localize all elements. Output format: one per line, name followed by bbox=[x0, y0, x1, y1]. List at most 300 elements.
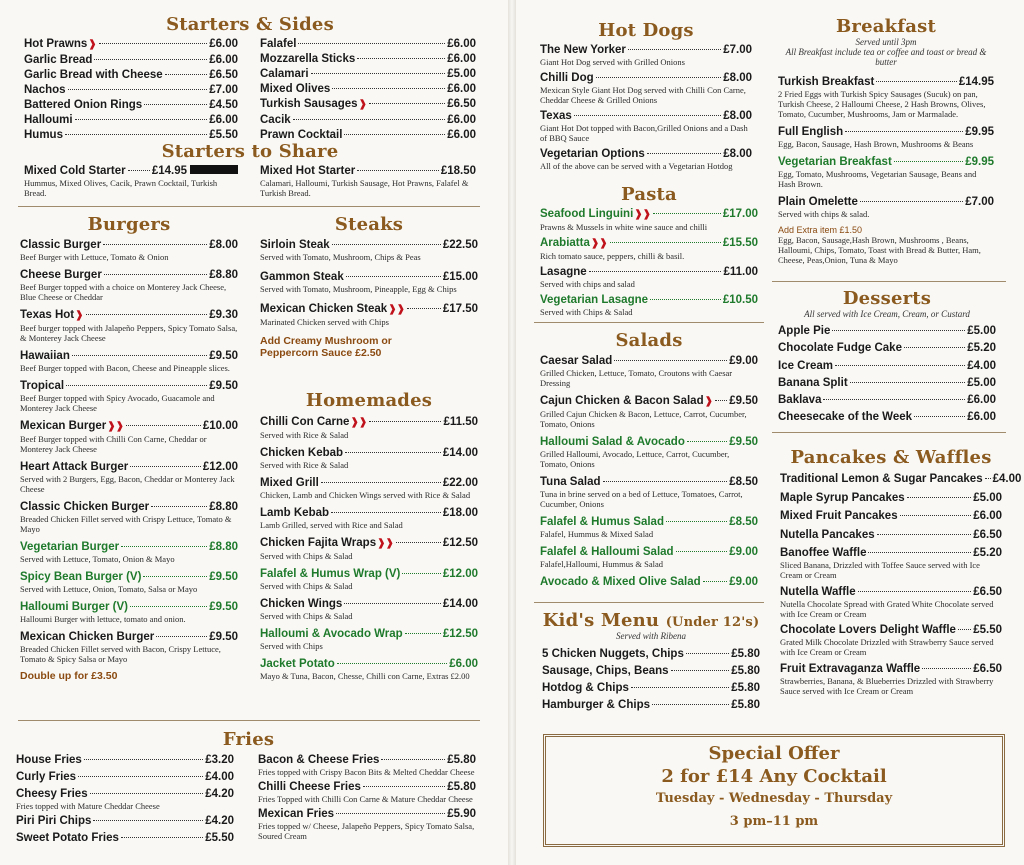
menu-item bbox=[780, 585, 1002, 619]
item-description: Served with Chips & Salad bbox=[540, 307, 633, 317]
starters-share-section bbox=[24, 141, 476, 198]
mixed-cold-starter bbox=[24, 164, 238, 198]
menu-item bbox=[260, 67, 476, 81]
item-price: £8.00 bbox=[723, 148, 752, 160]
menu-item bbox=[258, 807, 476, 841]
item-name: Sausage, Chips, Beans bbox=[542, 665, 669, 677]
item-name: Cheesy Fries bbox=[16, 788, 88, 800]
divider bbox=[534, 322, 764, 323]
hotdogs-list bbox=[540, 43, 752, 171]
menu-item bbox=[778, 393, 996, 407]
item-price: £4.00 bbox=[205, 771, 234, 783]
item-description: Served with Chips bbox=[260, 641, 323, 651]
item-name: Chicken Fajita Wraps bbox=[260, 537, 377, 549]
item-price: £5.20 bbox=[973, 547, 1002, 559]
item-name: Sweet Potato Fries bbox=[16, 832, 119, 844]
item-name: Falafel bbox=[260, 38, 297, 50]
menu-item bbox=[260, 415, 478, 440]
item-name: Baklava bbox=[778, 394, 822, 407]
dot-leader bbox=[369, 421, 441, 422]
menu-item bbox=[540, 515, 758, 539]
item-price: £5.00 bbox=[447, 68, 476, 80]
item-price: £5.50 bbox=[209, 129, 238, 141]
item-name: Piri Piri Chips bbox=[16, 815, 92, 827]
item-price: £5.20 bbox=[967, 342, 996, 355]
item-description: Beef Burger topped with a choice on Monterey Jack Cheese, Blue Cheese or Cheddar bbox=[20, 282, 227, 302]
item-description: Beef burger topped with Jalapeño Peppers, Spicy Tomato Salsa, & Monterey Jack Cheese bbox=[20, 323, 238, 343]
menu-item bbox=[16, 814, 234, 828]
item-description: Prawns & Mussels in white wine sauce and chilli bbox=[540, 222, 708, 232]
menu-item bbox=[778, 155, 994, 189]
menu-item bbox=[540, 394, 758, 429]
dot-leader bbox=[666, 521, 727, 522]
item-price: £22.50 bbox=[442, 239, 478, 251]
item-description: Grated Milk Chocolate Drizzled with Strawberry Sauce served with Ice Cream or Cream bbox=[780, 637, 994, 657]
dot-leader bbox=[156, 636, 207, 637]
dot-leader bbox=[876, 81, 957, 82]
item-name: Tuna Salad bbox=[540, 476, 601, 488]
steaks-list bbox=[260, 238, 478, 327]
item-price: £14.00 bbox=[442, 598, 478, 610]
menu-item bbox=[542, 664, 760, 678]
item-name: Full English bbox=[778, 126, 844, 138]
menu-item bbox=[16, 787, 234, 811]
item-description: Served with Rice & Salad bbox=[260, 460, 349, 470]
menu-item bbox=[260, 37, 476, 51]
dot-leader bbox=[86, 314, 208, 315]
item-price: £7.00 bbox=[209, 84, 238, 96]
item-price: £5.00 bbox=[973, 491, 1002, 504]
menu-item bbox=[778, 195, 994, 219]
dot-leader bbox=[715, 400, 727, 401]
menu-item bbox=[540, 207, 758, 232]
kids-title: Kid's Menu bbox=[542, 610, 660, 631]
dot-leader bbox=[94, 59, 207, 60]
item-name: Mozzarella Sticks bbox=[260, 53, 356, 65]
menu-item bbox=[780, 528, 1002, 542]
item-name: Prawn Cocktail bbox=[260, 129, 343, 141]
desserts-subtitle: All served with Ice Cream, Cream, or Custard bbox=[804, 309, 970, 319]
item-name: Cheese Burger bbox=[20, 269, 102, 281]
item-name: Calamari bbox=[260, 68, 309, 80]
dot-leader bbox=[165, 74, 208, 75]
pasta-section bbox=[540, 184, 758, 321]
item-name: Hotdog & Chips bbox=[542, 682, 629, 694]
item-name: Halloumi & Avocado Wrap bbox=[260, 628, 403, 640]
menu-item bbox=[260, 270, 478, 294]
dot-leader bbox=[914, 416, 965, 417]
item-description: Strawberries, Banana, & Blueberries Drizzled with Strawberry Sauce served with Ice Cream or Cream bbox=[780, 675, 994, 696]
item-price: £11.50 bbox=[443, 416, 478, 428]
item-name: Garlic Bread bbox=[24, 54, 93, 66]
item-price: £15.50 bbox=[722, 237, 758, 249]
menu-item bbox=[24, 98, 238, 112]
menu-item bbox=[780, 546, 1002, 580]
item-name: Vegetarian Breakfast bbox=[778, 156, 892, 168]
item-description: Falafel,Halloumi, Hummus & Salad bbox=[540, 559, 663, 569]
section-title: Starters & Sides bbox=[166, 14, 334, 35]
menu-item bbox=[260, 506, 478, 530]
item-name: Chicken Wings bbox=[260, 598, 343, 610]
item-price: £6.00 bbox=[973, 510, 1002, 522]
item-price: £9.50 bbox=[729, 436, 758, 448]
menu-item bbox=[780, 491, 1002, 505]
item-name: Falafel & Humus Wrap (V) bbox=[260, 568, 401, 580]
menu-item bbox=[540, 575, 758, 589]
item-price: £6.00 bbox=[209, 114, 238, 126]
divider bbox=[772, 281, 1006, 282]
menu-item bbox=[260, 52, 476, 66]
extra-item-title: Add Extra item £1.50 bbox=[778, 225, 863, 235]
section-title: Starters to Share bbox=[161, 141, 339, 162]
menu-item bbox=[20, 379, 238, 413]
item-description: Grilled Chicken, Lettuce, Tomato, Croutons with Caesar Dressing bbox=[540, 368, 733, 388]
mixed-hot-starter bbox=[260, 164, 476, 198]
dot-leader bbox=[369, 103, 445, 104]
dot-leader bbox=[574, 115, 721, 116]
item-name: Mexican Fries bbox=[258, 808, 335, 820]
dot-leader bbox=[858, 591, 972, 592]
item-price: £6.00 bbox=[449, 658, 478, 670]
item-price: £9.00 bbox=[729, 576, 758, 588]
menu-item bbox=[540, 293, 758, 317]
special-offer-box bbox=[543, 734, 1005, 847]
menu-item bbox=[258, 780, 476, 804]
item-description: Lamb Grilled, served with Rice and Salad bbox=[260, 520, 403, 530]
dot-leader bbox=[985, 478, 991, 479]
item-description: Served with chips & salad. bbox=[778, 209, 870, 219]
item-name: Avocado & Mixed Olive Salad bbox=[540, 576, 701, 588]
chili-icon: ❱ bbox=[75, 310, 84, 321]
item-name: Garlic Bread with Cheese bbox=[24, 69, 163, 81]
dot-leader bbox=[687, 441, 727, 442]
menu-item bbox=[778, 324, 996, 338]
item-name: Jacket Potato bbox=[260, 658, 335, 670]
item-price: £22.00 bbox=[442, 477, 478, 489]
item-price: £9.00 bbox=[729, 546, 758, 558]
dot-leader bbox=[676, 551, 728, 552]
item-name: Chilli Cheese Fries bbox=[258, 781, 361, 793]
item-description: Fries topped w/ Cheese, Jalapeño Peppers, Spicy Tomato Salsa, Soured Cream bbox=[258, 821, 475, 841]
item-price: £9.30 bbox=[209, 309, 238, 321]
item-description: Tuna in brine served on a bed of Lettuce, Tomatoes, Carrot, Cucumber, Onions bbox=[540, 489, 743, 509]
item-price: £6.00 bbox=[967, 411, 996, 424]
salads-section bbox=[540, 330, 758, 595]
menu-item bbox=[540, 147, 752, 171]
dot-leader bbox=[405, 633, 441, 634]
item-name: Apple Pie bbox=[778, 325, 831, 337]
menu-item bbox=[20, 630, 238, 664]
item-price: £11.00 bbox=[723, 266, 758, 278]
item-price: £8.00 bbox=[723, 72, 752, 84]
chili-icon: ❱❱ bbox=[388, 304, 405, 315]
breakfast-list bbox=[778, 75, 994, 219]
item-name: Nutella Waffle bbox=[780, 585, 856, 598]
divider bbox=[534, 602, 764, 603]
item-price: £12.50 bbox=[442, 537, 478, 549]
item-description: Served with Chips & Salad bbox=[260, 551, 353, 561]
menu-item bbox=[778, 75, 994, 119]
menu-item bbox=[260, 536, 478, 561]
item-price: £6.00 bbox=[447, 114, 476, 126]
dot-leader bbox=[66, 385, 207, 386]
item-description: Served with Tomato, Mushroom, Pineapple, Egg & Chips bbox=[260, 284, 457, 294]
item-price: £6.50 bbox=[973, 662, 1002, 675]
item-description: Fries topped with Crispy Bacon Bits & Melted Cheddar Cheese bbox=[258, 767, 475, 777]
dot-leader bbox=[126, 425, 201, 426]
menu-item bbox=[260, 302, 478, 327]
item-name: Plain Omelette bbox=[778, 196, 858, 208]
item-description: Giant Hot Dot topped with Bacon,Grilled Onions and a Dash of BBQ Sauce bbox=[540, 123, 748, 143]
burgers-section bbox=[20, 214, 238, 682]
dot-leader bbox=[130, 606, 207, 607]
dot-leader bbox=[345, 452, 441, 453]
dot-leader bbox=[344, 603, 440, 604]
section-title: Breakfast bbox=[836, 16, 936, 37]
fries-section bbox=[16, 729, 481, 848]
menu-item bbox=[258, 753, 476, 777]
menu-item bbox=[20, 500, 238, 534]
dot-leader bbox=[922, 668, 971, 669]
dot-leader bbox=[103, 244, 207, 245]
item-price: £9.95 bbox=[965, 156, 994, 168]
offer-days: Tuesday - Wednesday - Thursday bbox=[655, 791, 893, 806]
item-description: Beef Burger topped with Bacon, Cheese and Pineapple slices. bbox=[20, 363, 230, 373]
item-name: Turkish Breakfast bbox=[778, 76, 875, 88]
item-description: Served with chips and salad bbox=[540, 279, 635, 289]
menu-item bbox=[20, 238, 238, 262]
dot-leader bbox=[904, 347, 965, 348]
redaction-mark bbox=[190, 165, 238, 174]
item-price: £9.50 bbox=[209, 571, 238, 583]
dot-leader bbox=[832, 330, 965, 331]
dot-leader bbox=[151, 506, 207, 507]
menu-item bbox=[780, 472, 1022, 486]
item-name: Halloumi bbox=[24, 114, 73, 126]
item-price: £8.00 bbox=[209, 239, 238, 251]
item-name: Gammon Steak bbox=[260, 271, 344, 283]
item-price: £4.00 bbox=[992, 473, 1022, 485]
item-name: Bacon & Cheese Fries bbox=[258, 754, 380, 766]
item-price: £9.50 bbox=[209, 601, 238, 613]
menu-item bbox=[260, 476, 478, 500]
dot-leader bbox=[65, 134, 207, 135]
menu-item bbox=[542, 698, 760, 712]
item-description: Beef Burger topped with Spicy Avocado, Guacamole and Monterey Jack Cheese bbox=[20, 393, 215, 413]
item-name: Mixed Cold Starter bbox=[24, 165, 126, 177]
offer-deal: 2 for £14 Any Cocktail bbox=[661, 766, 887, 787]
dot-leader bbox=[631, 687, 729, 688]
item-price: £6.50 bbox=[973, 585, 1002, 598]
dot-leader bbox=[900, 515, 972, 516]
item-price: £9.50 bbox=[209, 631, 238, 643]
item-description: Grilled Cajun Chicken & Bacon, Lettuce, Carrot, Cucumber, Tomato, Onions bbox=[540, 409, 747, 429]
menu-item bbox=[540, 265, 758, 289]
chili-icon: ❱❱ bbox=[634, 209, 652, 220]
item-price: £4.50 bbox=[209, 99, 238, 111]
dot-leader bbox=[143, 576, 207, 577]
item-price: £8.00 bbox=[723, 110, 752, 122]
item-name: 5 Chicken Nuggets, Chips bbox=[542, 648, 684, 660]
item-price: £17.50 bbox=[442, 303, 478, 315]
dot-leader bbox=[130, 466, 201, 467]
pancakes-list bbox=[780, 472, 1022, 696]
item-price: £6.00 bbox=[209, 54, 238, 66]
item-price: £5.00 bbox=[967, 325, 996, 337]
dot-leader bbox=[363, 786, 445, 787]
menu-item bbox=[778, 359, 996, 373]
dot-leader bbox=[331, 512, 441, 513]
item-price: £12.00 bbox=[442, 568, 478, 580]
item-name: Mixed Olives bbox=[260, 83, 331, 95]
dot-leader bbox=[653, 213, 721, 214]
dot-leader bbox=[93, 820, 203, 821]
offer-hours: 3 pm–11 pm bbox=[729, 814, 819, 829]
item-name: Spicy Bean Burger (V) bbox=[20, 571, 142, 583]
item-name: Nachos bbox=[24, 84, 66, 96]
section-title: Pancakes & Waffles bbox=[790, 447, 992, 468]
item-description: Breaded Chicken Fillet served with Bacon, Crispy Lettuce, Tomato & Spicy Salsa or Mayo bbox=[20, 644, 221, 664]
dot-leader bbox=[850, 382, 966, 383]
burgers-list bbox=[20, 238, 238, 664]
item-description: Giant Hot Dog served with Grilled Onions bbox=[540, 57, 685, 67]
dot-leader bbox=[860, 201, 963, 202]
divider bbox=[18, 720, 480, 721]
item-price: £6.00 bbox=[447, 83, 476, 95]
dot-leader bbox=[346, 276, 441, 277]
item-name: Banoffee Waffle bbox=[780, 547, 867, 559]
dot-leader bbox=[402, 573, 440, 574]
dot-leader bbox=[121, 546, 207, 547]
section-title: Fries bbox=[222, 729, 275, 750]
item-description: Beef Burger with Lettuce, Tomato & Onion bbox=[20, 252, 169, 262]
item-price: £3.20 bbox=[205, 754, 234, 766]
menu-item bbox=[20, 349, 238, 373]
item-description: Hummus, Mixed Olives, Cacik, Prawn Cocktail, Turkish Bread. bbox=[24, 178, 218, 198]
dot-leader bbox=[332, 244, 441, 245]
item-description: Falafel, Hummus & Mixed Salad bbox=[540, 529, 654, 539]
item-price: £6.00 bbox=[447, 38, 476, 50]
item-description: Egg, Bacon, Sausage, Hash Brown, Mushrooms & Beans bbox=[778, 139, 974, 149]
menu-item bbox=[20, 268, 238, 302]
item-description: All of the above can be served with a Vegetarian Hotdog bbox=[540, 161, 733, 171]
section-title bbox=[542, 610, 760, 631]
divider bbox=[772, 432, 1006, 433]
item-description: Mexican Style Giant Hot Dog served with Chilli Con Carne, Cheddar Cheese & Grilled Onions bbox=[540, 85, 746, 105]
item-description: Egg, Tomato, Mushrooms, Vegetarian Sausage, Beans and Hash Brown. bbox=[778, 169, 977, 189]
item-price: £6.00 bbox=[447, 53, 476, 65]
item-description: Served with 2 Burgers, Egg, Bacon, Cheddar or Monterey Jack Cheese bbox=[20, 474, 235, 494]
dot-leader bbox=[835, 365, 965, 366]
dot-leader bbox=[868, 552, 971, 553]
item-name: Halloumi Burger (V) bbox=[20, 601, 128, 613]
item-description: Served with Chips & Salad bbox=[260, 581, 353, 591]
chili-icon: ❱ bbox=[704, 396, 713, 407]
item-name: Cacik bbox=[260, 114, 291, 126]
item-name: Chicken Kebab bbox=[260, 447, 344, 459]
breakfast-section bbox=[778, 16, 994, 265]
item-name: Classic Chicken Burger bbox=[20, 501, 150, 513]
menu-item bbox=[540, 545, 758, 569]
item-name: Texas bbox=[540, 110, 572, 122]
item-name: The New Yorker bbox=[540, 44, 626, 56]
item-price: £8.80 bbox=[209, 501, 238, 513]
item-price: £5.80 bbox=[447, 781, 476, 793]
menu-item bbox=[778, 376, 996, 390]
dot-leader bbox=[104, 274, 207, 275]
menu-item bbox=[540, 354, 758, 388]
item-price: £8.80 bbox=[209, 269, 238, 281]
menu-item bbox=[260, 657, 478, 681]
item-price: £17.00 bbox=[722, 208, 758, 220]
item-price: £5.00 bbox=[967, 376, 996, 389]
item-description: Served with Chips & Salad bbox=[260, 611, 353, 621]
item-price: £6.50 bbox=[209, 69, 238, 81]
menu-item bbox=[778, 410, 996, 424]
kids-subtitle: Served with Ribena bbox=[616, 631, 686, 641]
menu-item bbox=[260, 113, 476, 127]
menu-item bbox=[260, 82, 476, 96]
item-name: Turkish Sausages bbox=[260, 98, 358, 110]
item-price: £4.20 bbox=[205, 815, 234, 827]
item-description: Breaded Chicken Fillet served with Crispy Lettuce, Tomato & Mayo bbox=[20, 514, 232, 534]
hotdogs-section bbox=[540, 20, 752, 175]
item-name: Heart Attack Burger bbox=[20, 461, 129, 473]
pasta-list bbox=[540, 207, 758, 317]
item-name: Ice Cream bbox=[778, 359, 833, 372]
starters-right-list bbox=[260, 37, 476, 143]
item-name: Chocolate Fudge Cake bbox=[778, 342, 902, 355]
item-price: £12.00 bbox=[202, 461, 238, 473]
section-title: Desserts bbox=[842, 288, 932, 309]
item-price: £9.50 bbox=[209, 350, 238, 362]
chili-icon: ❱❱ bbox=[107, 421, 125, 432]
item-name: Hawaiian bbox=[20, 350, 70, 362]
item-name: Mexican Burger bbox=[20, 420, 107, 432]
item-price: £6.00 bbox=[447, 129, 476, 141]
item-description: Grilled Halloumi, Avocado, Lettuce, Carrot, Cucumber, Tomato, Onions bbox=[540, 449, 730, 469]
item-name: Sirloin Steak bbox=[260, 239, 330, 251]
item-name: Falafel & Humus Salad bbox=[540, 516, 664, 528]
dot-leader bbox=[845, 131, 963, 132]
fries-right-list bbox=[258, 753, 476, 848]
item-name: Mexican Chicken Steak bbox=[260, 303, 388, 315]
item-price: £18.50 bbox=[440, 165, 476, 177]
menu-item bbox=[16, 753, 234, 767]
menu-item bbox=[540, 435, 758, 469]
item-price: £7.00 bbox=[723, 44, 752, 56]
item-price: £5.80 bbox=[447, 754, 476, 766]
desserts-section bbox=[778, 288, 996, 428]
menu-item bbox=[540, 109, 752, 143]
chili-icon: ❱ bbox=[88, 39, 97, 50]
fries-left-list bbox=[16, 753, 234, 848]
item-name: Classic Burger bbox=[20, 239, 102, 251]
dot-leader bbox=[72, 355, 207, 356]
item-description: Served with Lettuce, Tomato, Onion & Mayo bbox=[20, 554, 175, 564]
item-price: £12.50 bbox=[442, 628, 478, 640]
dot-leader bbox=[671, 670, 730, 671]
menu-item bbox=[24, 83, 238, 97]
salads-list bbox=[540, 354, 758, 589]
item-description: Rich tomato sauce, peppers, chilli & basil. bbox=[540, 251, 685, 261]
item-name: Cheesecake of the Week bbox=[778, 411, 913, 424]
dot-leader bbox=[99, 43, 208, 44]
item-price: £7.00 bbox=[965, 196, 994, 208]
item-name: Mixed Fruit Pancakes bbox=[780, 510, 898, 522]
dot-leader bbox=[75, 119, 208, 120]
item-name: Fruit Extravaganza Waffle bbox=[780, 662, 921, 675]
